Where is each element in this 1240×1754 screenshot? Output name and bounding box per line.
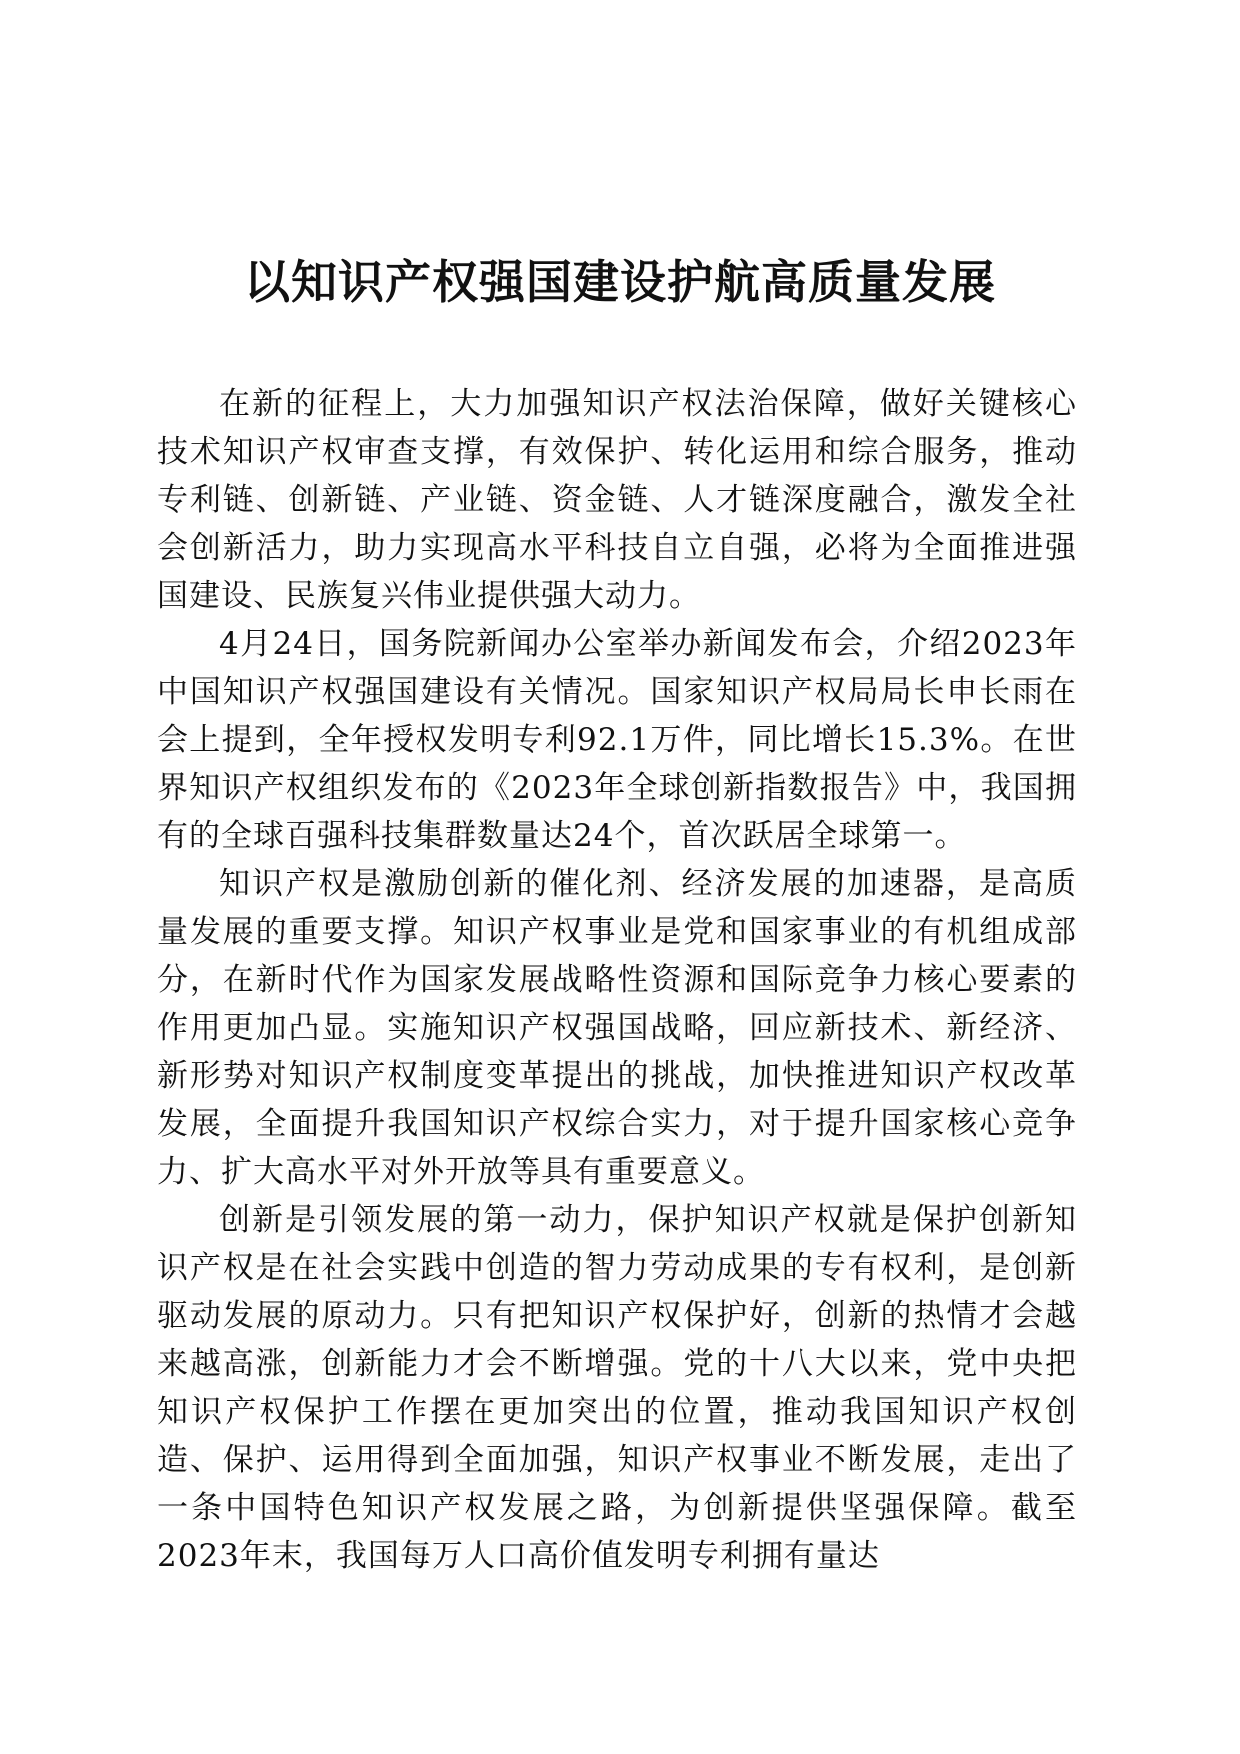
paragraph-4: 创新是引领发展的第一动力，保护知识产权就是保护创新知识产权是在社会实践中创造的智力劳动成果的专有权利，是创新驱动发展的原动力。只有把知识产权保护好，创新的热情才会越来越高涨，创新能力才会不断增强。党的十八大以来，党中央把知识产权保护工作摆在更加突出的位置，推动我国知识产权创造、保护、运用得到全面加强，知识产权事业不断发展，走出了一条中国特色知识产权发展之路，为创新提供坚强保障。截至2023年末，我国每万人口高价值发明专利拥有量达 — [157, 1202, 1077, 1574]
document-title: 以知识产权强国建设护航高质量发展 — [244, 255, 996, 309]
paragraph-1: 在新的征程上，大力加强知识产权法治保障，做好关键核心技术知识产权审查支撑，有效保护、转化运用和综合服务，推动专利链、创新链、产业链、资金链、人才链深度融合，激发全社会创新活力，助力实现高水平科技自立自强，必将为全面推进强国建设、民族复兴伟业提供强大动力。 — [157, 386, 1077, 614]
paragraph-2: 4月24日，国务院新闻办公室举办新闻发布会，介绍2023年中国知识产权强国建设有关情况。国家知识产权局局长申长雨在会上提到，全年授权发明专利92.1万件，同比增长15.3%。在世界知识产权组织发布的《2023年全球创新指数报告》中，我国拥有的全球百强科技集群数量达24个，首次跃居全球第一。 — [157, 626, 1077, 854]
paragraph-3: 知识产权是激励创新的催化剂、经济发展的加速器，是高质量发展的重要支撑。知识产权事业是党和国家事业的有机组成部分，在新时代作为国家发展战略性资源和国际竞争力核心要素的作用更加凸显。实施知识产权强国战略，回应新技术、新经济、新形势对知识产权制度变革提出的挑战，加快推进知识产权改革发展，全面提升我国知识产权综合实力，对于提升国家核心竞争力、扩大高水平对外开放等具有重要意义。 — [157, 866, 1077, 1190]
document-body — [157, 380, 1077, 1580]
